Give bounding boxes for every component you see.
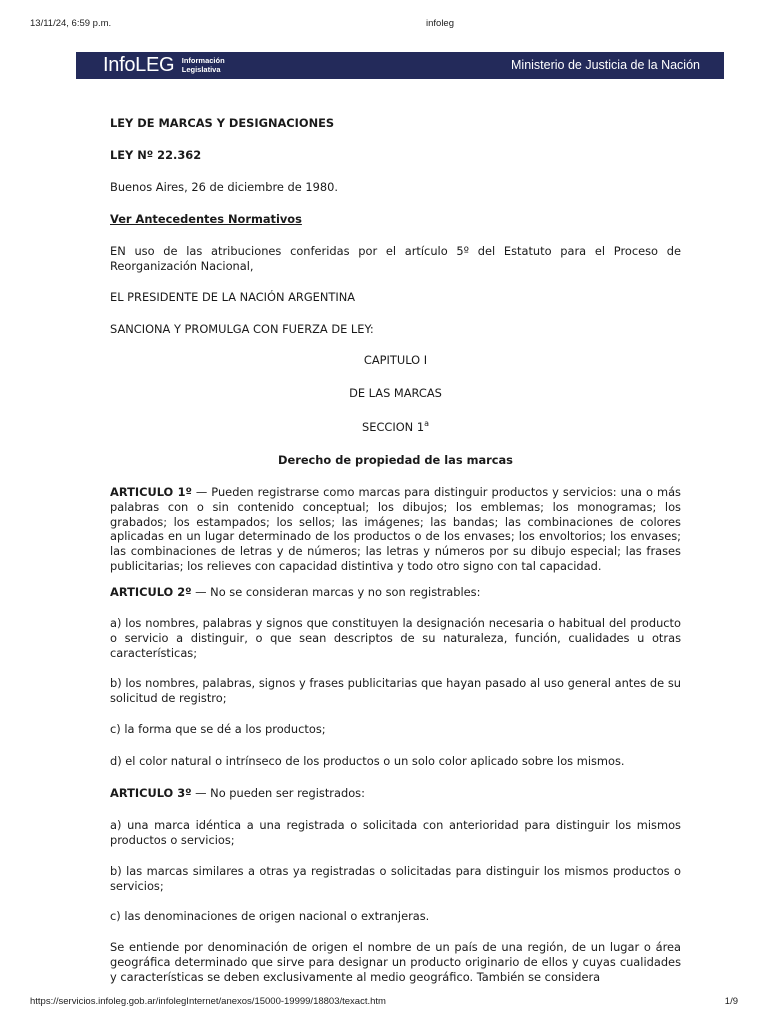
article-2	[110, 585, 681, 600]
brand-name: InfoLEG	[103, 54, 175, 76]
infoleg-banner	[76, 52, 724, 79]
preamble: EN uso de las atribuciones conferidas por el artículo 5º del Estatuto para el Proceso de Reorganización Nacional,	[110, 244, 681, 273]
article-3-item-c: c) las denominaciones de origen nacional o extranjeras.	[110, 909, 430, 923]
article-3-origin-paragraph: Se entiende por denominación de origen el nombre de un país de una región, de un lugar o área geográfica determinado que sirve para designar un producto originario de ellos y cuyas cualidades y características se deben exclusivamente al medio geográfico. También se considera	[110, 940, 681, 984]
antecedentes-link[interactable]: Ver Antecedentes Normativos	[110, 212, 302, 226]
brand-sub-line-2: Legislativa	[181, 64, 221, 74]
antecedentes-container	[110, 212, 681, 227]
article-2-item-b: b) los nombres, palabras, signos y frases publicitarias que hayan pasado al uso general antes de su solicitud de registro;	[110, 676, 681, 705]
article-3-text: — No pueden ser registrados:	[191, 786, 365, 800]
article-2-item-d: d) el color natural o intrínseco de los productos o un solo color aplicado sobre los mismos.	[110, 754, 625, 768]
print-title: infoleg	[426, 18, 454, 29]
article-2-text: — No se consideran marcas y no son registrables:	[191, 585, 481, 599]
section-heading	[110, 420, 681, 435]
president-line: EL PRESIDENTE DE LA NACIÓN ARGENTINA	[110, 290, 356, 304]
article-2-item-a: a) los nombres, palabras y signos que constituyen la designación necesaria o habitual del producto o servicio a distinguir, o que sean descriptos de su naturaleza, función, cualidades u otras características;	[110, 616, 681, 660]
section-superscript: a	[424, 419, 429, 428]
chapter-title: DE LAS MARCAS	[349, 386, 442, 400]
article-3-label: ARTICULO 3º	[110, 786, 192, 800]
print-url: https://servicios.infoleg.gob.ar/infolegInternet/anexos/15000-19999/18803/texact.htm	[30, 996, 386, 1007]
article-3-item-b: b) las marcas similares a otras ya registradas o solicitadas para distinguir los mismos productos o servicios;	[110, 864, 681, 893]
article-1-label: ARTICULO 1º	[110, 485, 192, 499]
article-2-label: ARTICULO 2º	[110, 585, 192, 599]
brand-sub-line-1: Información	[181, 56, 225, 65]
article-1	[110, 485, 681, 574]
law-title: LEY DE MARCAS Y DESIGNACIONES	[110, 116, 335, 130]
section-title: Derecho de propiedad de las marcas	[278, 453, 513, 467]
brand-subtitle	[182, 57, 225, 74]
print-datetime: 13/11/24, 6:59 p.m.	[30, 18, 112, 29]
article-3	[110, 786, 681, 801]
print-page-number: 1/9	[724, 996, 738, 1007]
article-3-item-a: a) una marca idéntica a una registrada o solicitada con anterioridad para distinguir los mismos productos o servicios;	[110, 818, 681, 847]
infoleg-logo[interactable]	[103, 53, 225, 77]
sanciona-line: SANCIONA Y PROMULGA CON FUERZA DE LEY:	[110, 322, 374, 336]
date-line: Buenos Aires, 26 de diciembre de 1980.	[110, 180, 339, 194]
law-number: LEY Nº 22.362	[110, 148, 202, 162]
ministry-name: Ministerio de Justicia de la Nación	[511, 58, 700, 72]
article-2-item-c: c) la forma que se dé a los productos;	[110, 722, 326, 736]
section-label: SECCION 1	[362, 420, 425, 434]
article-1-text: — Pueden registrarse como marcas para distinguir productos y servicios: una o más palabras con o sin contenido conceptual; los dibujos; los emblemas; los monogramas; los grabados; los estampados; los sellos; las imágenes; las bandas; las combinaciones de colores aplicadas en un lugar determinado de los productos o de los envases; los envoltorios; los envases; las combinaciones de letras y de números; las letras y números por su dibujo especial; las frases publicitarias; los relieves con capacidad distintiva y todo otro signo con tal capacidad.	[110, 485, 681, 573]
chapter-heading: CAPITULO I	[363, 353, 428, 367]
